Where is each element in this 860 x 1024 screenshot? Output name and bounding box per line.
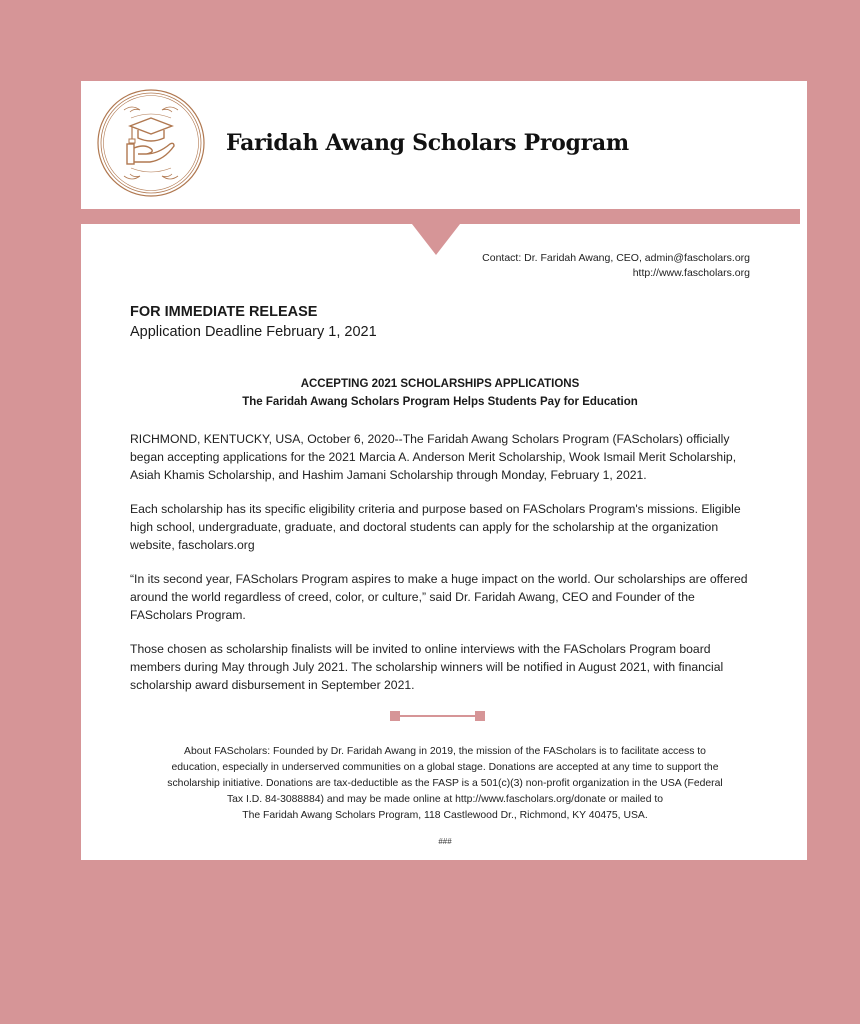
organization-title: Faridah Awang Scholars Program (226, 130, 629, 156)
contact-block (482, 251, 750, 281)
release-label: FOR IMMEDIATE RELEASE (130, 304, 318, 320)
about-line: Tax I.D. 84-3088884) and may be made online at http://www.fascholars.org/donate or mailed to (226, 794, 664, 805)
header-divider-band (81, 209, 800, 224)
divider-notch (412, 224, 460, 255)
about-line: education, especially in underserved communities on a global stage. Donations are accepted at any time to support the (171, 762, 719, 773)
body-paragraph: RICHMOND, KENTUCKY, USA, October 6, 2020--The Faridah Awang Scholars Program (FAScholars) officially began accepting applications for the 2021 Marcia A. Anderson Merit Scholarship, Wook Ismail Merit Scholarship, Asiah Khamis Scholarship, and Hashim Jamani Scholarship through Monday, February 1, 2021. (130, 432, 737, 482)
graduation-cap-hand-logo (96, 88, 206, 198)
body-paragraph: “In its second year, FAScholars Program aspires to make a huge impact on the world. Our scholarships are offered around the world regardless of creed, color, or culture,” said Dr. Faridah Awang, CEO and Founder of the FAScholars Program. (130, 572, 748, 622)
headline-title: ACCEPTING 2021 SCHOLARSHIPS APPLICATIONS (300, 378, 580, 390)
end-mark: ### (438, 837, 452, 846)
release-block (130, 302, 377, 342)
about-section (110, 744, 780, 824)
about-line: scholarship initiative. Donations are tax-deductible as the FASP is a 501(c)(3) non-profit organization in the USA (Federal (167, 778, 723, 789)
website-link[interactable]: http://www.fascholars.org (632, 267, 750, 279)
body-paragraph: Those chosen as scholarship finalists will be invited to online interviews with the FAScholars Program board members during May through July 2021. The scholarship winners will be notified in August 2021, with financial scholarship award disbursement in September 2021. (130, 642, 724, 692)
flourish-top-left (124, 107, 140, 112)
application-deadline: Application Deadline February 1, 2021 (130, 324, 377, 340)
section-divider (390, 711, 485, 721)
contact-line: Contact: Dr. Faridah Awang, CEO, admin@fascholars.org (482, 252, 750, 264)
about-line: The Faridah Awang Scholars Program, 118 Castlewood Dr., Richmond, KY 40475, USA. (242, 810, 648, 821)
body-paragraph: Each scholarship has its specific eligibility criteria and purpose based on FAScholars Program's missions. Eligible high school, undergraduate, graduate, and doctoral students can apply for the scholarship at the organization website, fascholars.org (130, 502, 741, 552)
press-body (130, 430, 755, 710)
headline (130, 375, 750, 411)
headline-subtitle: The Faridah Awang Scholars Program Helps Students Pay for Education (242, 396, 638, 408)
about-line: About FAScholars: Founded by Dr. Faridah Awang in 2019, the mission of the FAScholars is to facilitate access to (184, 746, 706, 757)
